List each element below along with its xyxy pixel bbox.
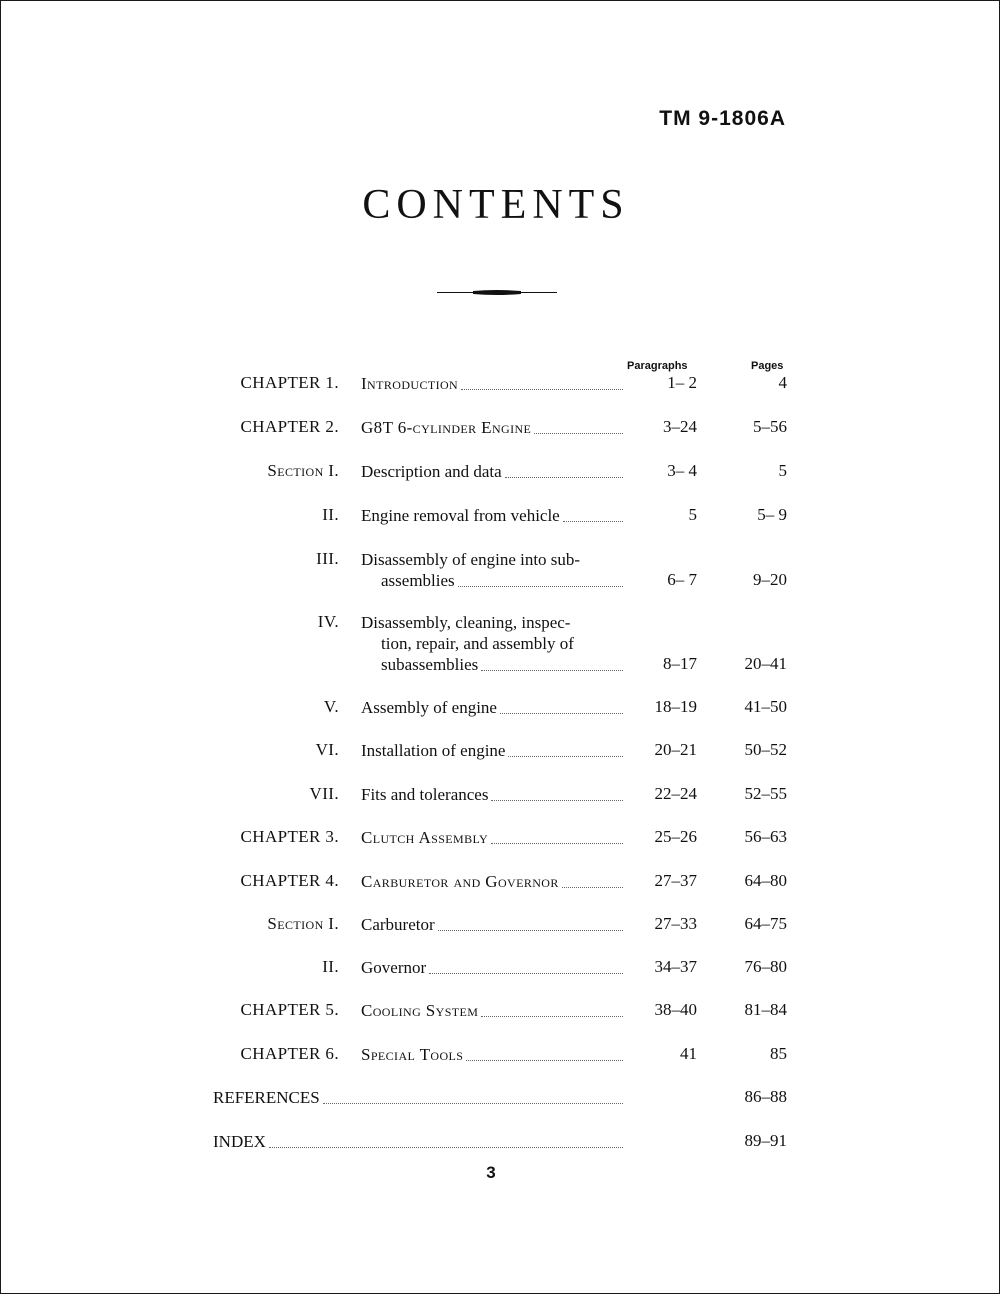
toc-entry-line	[361, 549, 623, 570]
toc-pages: 5	[778, 461, 787, 480]
toc-label: II.	[322, 957, 339, 976]
toc-label: Section I.	[267, 461, 339, 480]
toc-pages: 85	[770, 1044, 787, 1063]
dot-leader	[508, 752, 623, 757]
toc-entry-text: Introduction	[361, 374, 459, 393]
toc-label: CHAPTER 2.	[240, 417, 339, 436]
page-number: 3	[486, 1163, 496, 1182]
toc-entry	[361, 373, 623, 394]
dot-leader	[466, 1056, 623, 1061]
toc-paragraphs: 41	[680, 1044, 697, 1063]
toc-entry-line	[361, 417, 623, 438]
toc-entry	[361, 1044, 623, 1065]
toc-entry-text: INDEX	[213, 1132, 266, 1151]
toc-label: IV.	[317, 612, 339, 631]
dot-leader	[438, 926, 623, 931]
toc-entry-text: Cooling System	[361, 1001, 479, 1020]
toc-entry	[361, 461, 623, 482]
toc-paragraphs: 1– 2	[667, 373, 697, 392]
toc-paragraphs: 38–40	[654, 1000, 697, 1019]
dot-leader	[481, 1012, 623, 1017]
toc-pages: 20–41	[744, 654, 787, 673]
toc-entry-text: Carburetor	[361, 915, 435, 934]
title-rule	[437, 289, 557, 296]
toc-pages: 52–55	[744, 784, 787, 803]
toc-entry-text: Fits and tolerances	[361, 785, 489, 804]
toc-entry	[361, 957, 623, 978]
toc-entry-line	[361, 373, 623, 394]
toc-label: VII.	[309, 784, 339, 803]
document-id: TM 9-1806A	[659, 107, 786, 130]
toc-entry-line	[361, 633, 623, 654]
toc-entry-line	[361, 871, 623, 892]
toc-entry-text: Clutch Assembly	[361, 828, 489, 847]
dot-leader	[500, 709, 623, 714]
toc-entry-text: Disassembly, cleaning, inspec-	[361, 613, 571, 632]
toc-paragraphs: 25–26	[654, 827, 697, 846]
toc-pages: 56–63	[744, 827, 787, 846]
toc-entry	[361, 740, 623, 761]
toc-entry-line	[361, 1044, 623, 1065]
toc-entry-line	[361, 697, 623, 718]
toc-entry-text: Special Tools	[361, 1045, 464, 1064]
toc-entry	[361, 827, 623, 848]
toc-label: III.	[316, 549, 339, 568]
toc-entry-line	[361, 612, 623, 633]
toc-label: CHAPTER 5.	[240, 1000, 339, 1019]
toc-label: CHAPTER 4.	[240, 871, 339, 890]
toc-paragraphs: 27–37	[654, 871, 697, 890]
dot-leader	[491, 796, 623, 801]
toc-entry	[361, 784, 623, 805]
toc-entry-text: Description and data	[361, 462, 502, 481]
toc-entry-line	[361, 784, 623, 805]
toc-entry-line	[361, 827, 623, 848]
dot-leader	[491, 839, 623, 844]
dot-leader	[429, 969, 623, 974]
toc-pages: 4	[778, 373, 787, 392]
toc-paragraphs: 20–21	[654, 740, 697, 759]
toc-entry-text: tion, repair, and assembly of	[381, 634, 574, 653]
dot-leader	[534, 429, 623, 434]
toc-paragraphs: 8–17	[663, 654, 697, 673]
toc-entry-line	[213, 1131, 623, 1152]
toc-label: VI.	[315, 740, 339, 759]
toc-entry	[361, 612, 623, 675]
toc-pages: 5– 9	[757, 505, 787, 524]
dot-leader	[458, 582, 623, 587]
dot-leader	[481, 666, 623, 671]
toc-entry	[361, 697, 623, 718]
toc-entry-line	[361, 654, 623, 675]
toc-paragraphs: 18–19	[654, 697, 697, 716]
toc-pages: 41–50	[744, 697, 787, 716]
toc-entry-line	[361, 914, 623, 935]
toc-pages: 64–75	[744, 914, 787, 933]
toc-entry-text: REFERENCES	[213, 1088, 320, 1107]
toc-entry	[361, 1000, 623, 1021]
toc-entry-text: Assembly of engine	[361, 698, 497, 717]
toc-entry-line	[213, 1087, 623, 1108]
toc-label: CHAPTER 1.	[240, 373, 339, 392]
toc-entry	[361, 417, 623, 438]
toc-entry-line	[361, 740, 623, 761]
toc-entry-text: Installation of engine	[361, 741, 506, 760]
toc-label: Section I.	[267, 914, 339, 933]
toc-paragraphs: 6– 7	[667, 570, 697, 589]
toc-entry	[213, 1087, 623, 1108]
toc-entry	[361, 505, 623, 526]
toc-label: CHAPTER 3.	[240, 827, 339, 846]
toc-pages: 86–88	[744, 1087, 787, 1106]
toc-paragraphs: 34–37	[654, 957, 697, 976]
column-header-paragraphs: Paragraphs	[627, 360, 688, 372]
toc-entry-line	[361, 957, 623, 978]
toc-label: V.	[323, 697, 339, 716]
toc-entry-line	[361, 570, 623, 591]
toc-entry-text: Disassembly of engine into sub-	[361, 550, 581, 569]
toc-pages: 9–20	[753, 570, 787, 589]
toc-entry-text: G8T 6-cylinder Engine	[361, 418, 532, 437]
toc-paragraphs: 27–33	[654, 914, 697, 933]
toc-entry-text: Engine removal from vehicle	[361, 506, 560, 525]
toc-pages: 5–56	[753, 417, 787, 436]
toc-entry-text: Carburetor and Governor	[361, 872, 559, 891]
toc-paragraphs: 22–24	[654, 784, 697, 803]
dot-leader	[505, 473, 623, 478]
toc-entry	[361, 914, 623, 935]
dot-leader	[323, 1099, 623, 1104]
toc-entry-text: subassemblies	[381, 655, 479, 674]
dot-leader	[562, 883, 623, 888]
toc-entry-text: Governor	[361, 958, 427, 977]
toc-pages: 64–80	[744, 871, 787, 890]
toc-label: CHAPTER 6.	[240, 1044, 339, 1063]
toc-entry-line	[361, 505, 623, 526]
dot-leader	[461, 385, 623, 390]
toc-paragraphs: 3–24	[663, 417, 697, 436]
toc-pages: 50–52	[744, 740, 787, 759]
toc-pages: 89–91	[744, 1131, 787, 1150]
toc-paragraphs: 5	[688, 505, 697, 524]
page-title: CONTENTS	[362, 182, 630, 228]
dot-leader	[563, 517, 623, 522]
toc-entry-line	[361, 1000, 623, 1021]
toc-pages: 81–84	[744, 1000, 787, 1019]
toc-pages: 76–80	[744, 957, 787, 976]
toc-paragraphs: 3– 4	[667, 461, 697, 480]
toc-entry-text: assemblies	[381, 571, 455, 590]
column-header-pages: Pages	[751, 360, 784, 372]
toc-entry-line	[361, 461, 623, 482]
toc-label: II.	[322, 505, 339, 524]
toc-entry	[213, 1131, 623, 1152]
toc-entry	[361, 871, 623, 892]
toc-entry	[361, 549, 623, 591]
dot-leader	[269, 1143, 623, 1148]
